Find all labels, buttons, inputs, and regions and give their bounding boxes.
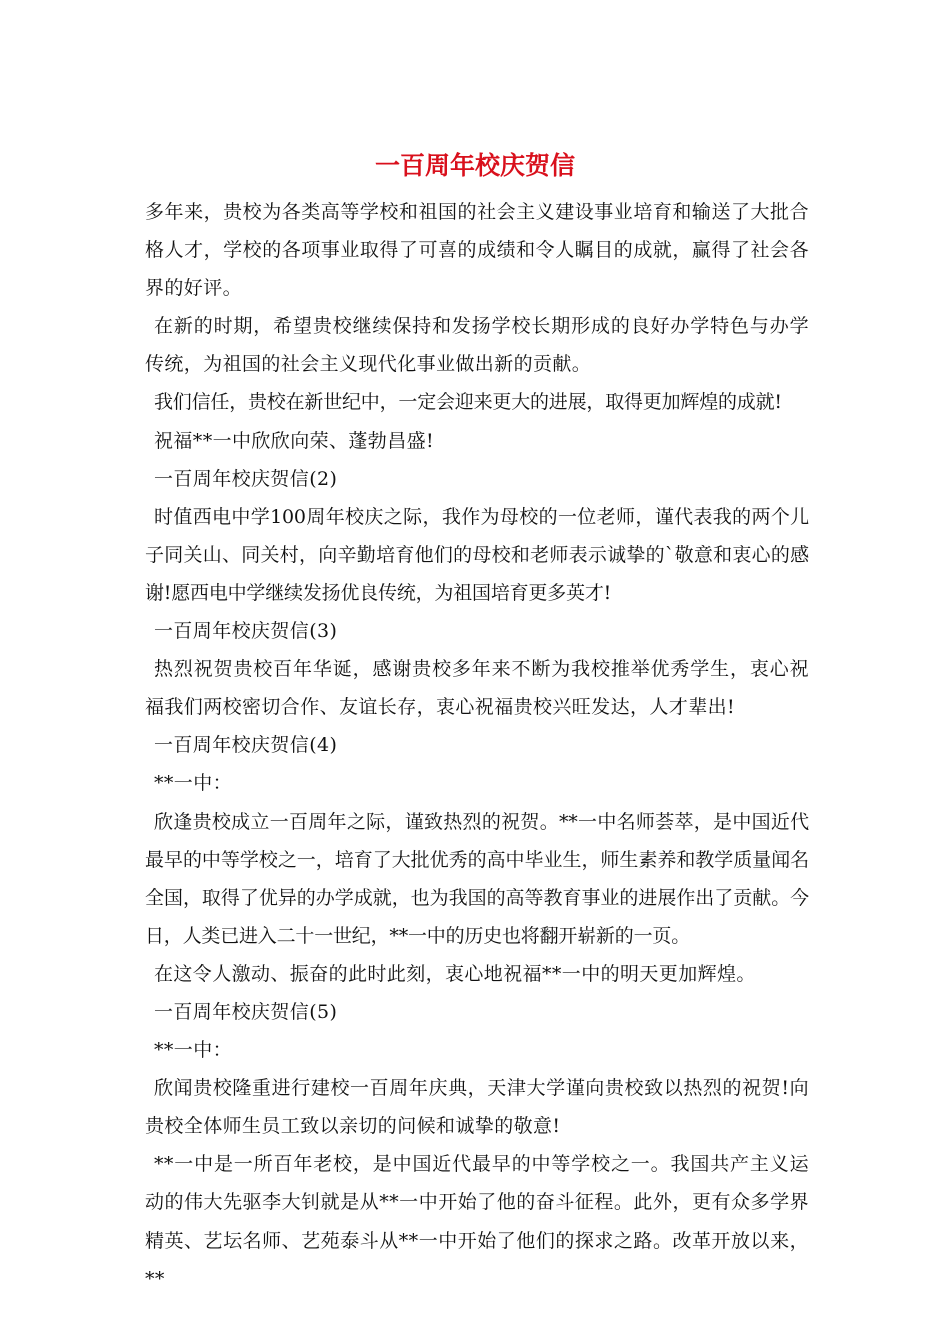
letter-heading-3: 一百周年校庆贺信(3) [154,620,338,643]
paragraph-trust: 我们信任，贵校在新世纪中，一定会迎来更大的进展，取得更加辉煌的成就! [154,391,782,414]
paragraph-letter-4: 欣逢贵校成立一百周年之际，谨致热烈的祝贺。**一中名师荟萃，是中国近代最早的中等学校之一，培育了大批优秀的高中毕业生，师生素养和教学质量闻名全国，取得了优异的办学成就，也为我国的高等教育事业的进展作出了贡献。今日，人类已进入二十一世纪，**一中的历史也将翻开崭新的一页。 [145,810,809,947]
paragraph-blessing: 祝福**一中欣欣向荣、蓬勃昌盛! [154,429,435,452]
paragraph-letter-5: 欣闻贵校隆重进行建校一百周年庆典，天津大学谨向贵校致以热烈的祝贺!向贵校全体师生员工致以亲切的问候和诚挚的敬意! [145,1077,809,1138]
document-title: 一百周年校庆贺信 [374,151,575,180]
paragraph-letter-4-closing: 在这令人激动、振奋的此时此刻，衷心地祝福**一中的明天更加辉煌。 [154,962,756,985]
paragraph-letter-2: 时值西电中学100周年校庆之际，我作为母校的一位老师，谨代表我的两个儿子同关山、同关村，向辛勤培育他们的母校和老师表示诚挚的`敬意和衷心的感谢!愿西电中学继续发扬优良传统，为祖国培育更多英才! [145,505,809,604]
document-body [145,193,809,1298]
salutation-5: **一中： [154,1039,233,1062]
paragraph-letter-5-history: **一中是一所百年老校，是中国近代最早的中等学校之一。我国共产主义运动的伟大先驱李大钊就是从**一中开始了他的奋斗征程。此外，更有众多学界精英、艺坛名师、艺苑泰斗从**一中开始了他们的探求之路。改革开放以来，** [145,1153,809,1290]
letter-heading-4: 一百周年校庆贺信(4) [154,734,338,757]
letter-heading-2: 一百周年校庆贺信(2) [154,467,338,490]
paragraph-intro: 多年来，贵校为各类高等学校和祖国的社会主义建设事业培育和输送了大批合格人才，学校的各项事业取得了可喜的成绩和令人瞩目的成就，赢得了社会各界的好评。 [145,201,809,300]
salutation-4: **一中： [154,772,233,795]
letter-heading-5: 一百周年校庆贺信(5) [154,1000,338,1023]
paragraph-letter-3: 热烈祝贺贵校百年华诞，感谢贵校多年来不断为我校推举优秀学生，衷心祝福我们两校密切合作、友谊长存，衷心祝福贵校兴旺发达，人才辈出! [145,658,809,719]
paragraph-hope: 在新的时期，希望贵校继续保持和发扬学校长期形成的良好办学特色与办学传统，为祖国的社会主义现代化事业做出新的贡献。 [145,315,809,376]
